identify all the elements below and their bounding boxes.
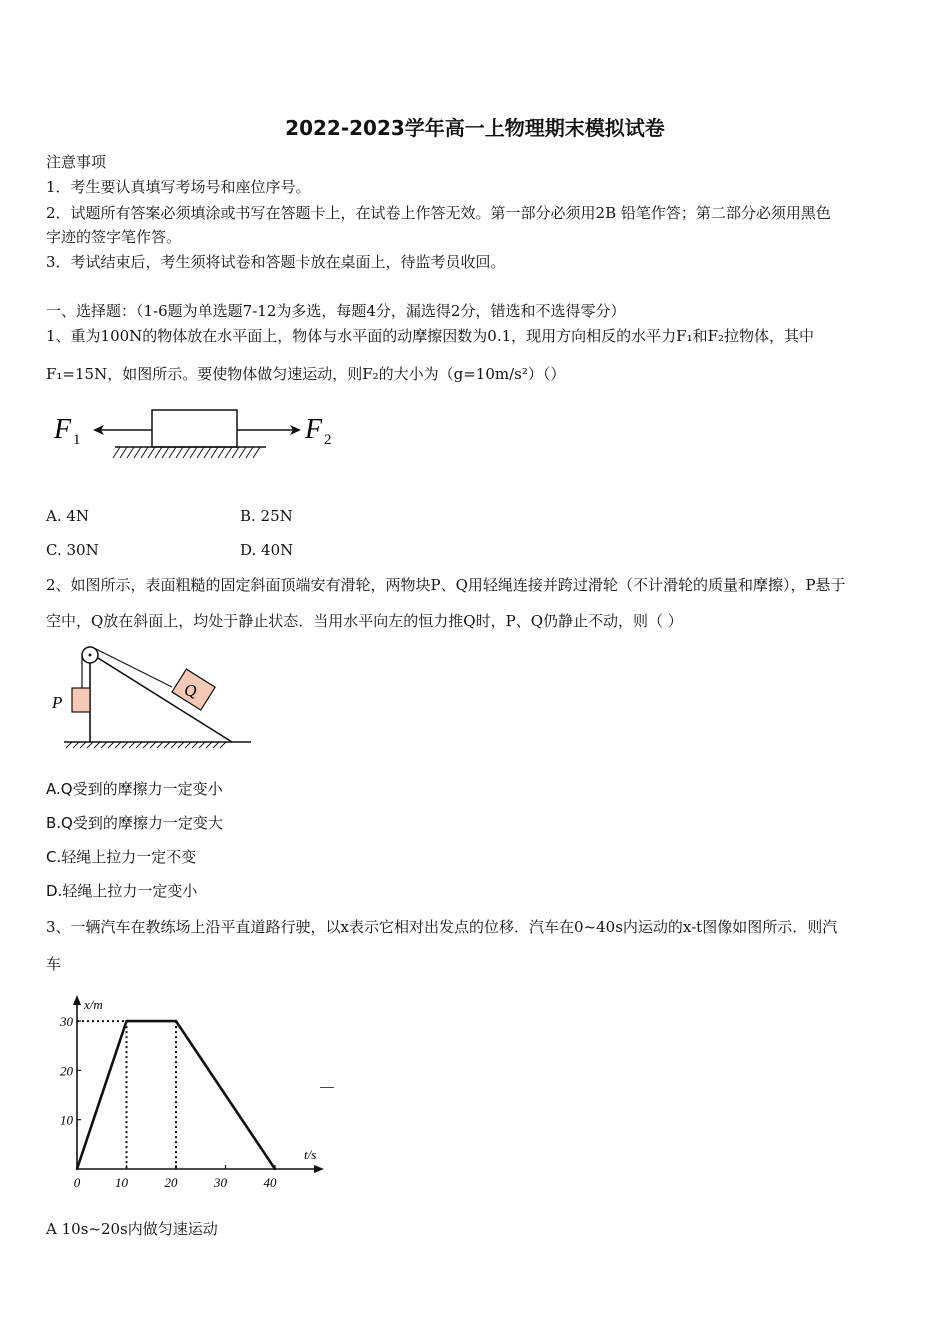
- data-point: [76, 1168, 78, 1170]
- x-tick-label: 30: [214, 1175, 227, 1190]
- notice-item: 2．试题所有答案必须填涂或书写在答题卡上，在试卷上作答无效。第一部分必须用2B 铅笔作答；第二部分必须用黑色: [46, 204, 831, 222]
- q3-stem-line1: 3、一辆汽车在教练场上沿平直道路行驶，以x表示它相对出发点的位移．汽车在0~40s内运动的x-t图像如图所示．则汽: [46, 918, 838, 936]
- data-point: [175, 1020, 177, 1022]
- stray-dash: [320, 1087, 334, 1088]
- y-tick-label: 10: [60, 1112, 73, 1128]
- data-point: [125, 1020, 127, 1022]
- block-q: [172, 669, 215, 710]
- x-tick-label: 40: [263, 1175, 277, 1190]
- rope-incline: [94, 648, 172, 687]
- notice-heading: 注意事项: [46, 153, 107, 171]
- q2-stem-line2: 空中，Q放在斜面上，均处于静止状态．当用水平向左的恒力推Q时，P、Q仍静止不动，则（ ）: [46, 612, 683, 630]
- f1-label: F: [54, 414, 72, 445]
- x-tick-label: 10: [115, 1175, 128, 1190]
- q2-stem-line1: 2、如图所示，表面粗糙的固定斜面顶端安有滑轮，两物块P、Q用轻绳连接并跨过滑轮（不计滑轮的质量和摩擦），P悬于: [46, 576, 846, 594]
- q3-option-a: A 10s~20s内做匀速运动: [46, 1220, 218, 1238]
- block-p: [72, 688, 90, 712]
- q2-option-b: B.Q受到的摩擦力一定变大: [46, 814, 223, 832]
- q2-option-d: D.轻绳上拉力一定变小: [46, 882, 198, 900]
- q1-option-d: D. 40N: [240, 541, 294, 559]
- block: [152, 410, 237, 447]
- svg-text:Q: Q: [184, 681, 197, 701]
- p-label: P: [52, 693, 63, 712]
- y-axis-arrow: [73, 995, 81, 1005]
- x-axis-label: t/s: [304, 1147, 317, 1162]
- f2-label: F: [305, 414, 323, 445]
- q1-stem-line2: F₁=15N，如图所示。要使物体做匀速运动，则F₂的大小为（g=10m/s²）（）: [46, 365, 566, 383]
- q1-option-c: C. 30N: [46, 541, 99, 559]
- notice-item: 3．考试结束后，考生须将试卷和答题卡放在桌面上，待监考员收回。: [46, 253, 506, 271]
- y-tick-label: 30: [60, 1014, 73, 1030]
- q3-stem-line2: 车: [46, 955, 62, 973]
- q2-option-a: A.Q受到的摩擦力一定变小: [46, 780, 223, 798]
- q1-option-b: B. 25N: [240, 507, 293, 525]
- q2-incline-diagram: [46, 640, 256, 750]
- q1-stem-line1: 1、重为100N的物体放在水平面上，物体与水平面的动摩擦因数为0.1，现用方向相反的水平力F₁和F₂拉物体，其中: [46, 327, 815, 345]
- data-point: [274, 1168, 276, 1170]
- q1-option-a: A. 4N: [46, 507, 90, 525]
- x-tick-label: 20: [164, 1175, 178, 1190]
- x-axis-arrow: [314, 1165, 324, 1173]
- f2-subscript: 2: [324, 432, 332, 448]
- notice-item: 1．考生要认真填写考场号和座位序号。: [46, 178, 311, 196]
- incline-surface: [90, 653, 232, 742]
- y-axis-label: x/m: [84, 997, 103, 1012]
- section-heading: 一、选择题：（1-6题为单选题7-12为多选，每题4分，漏选得2分，错选和不选得零分）: [46, 302, 626, 320]
- notice-item: 字迹的签字笔作答。: [46, 228, 182, 246]
- y-tick-label: 20: [60, 1063, 73, 1079]
- q1-force-diagram: [40, 398, 360, 470]
- page-title: 2022-2023学年高一上物理期末模拟试卷: [285, 116, 665, 140]
- ground-hatching: [66, 742, 226, 748]
- x-tick-label: 0: [73, 1175, 81, 1190]
- f1-subscript: 1: [73, 432, 81, 448]
- ground-hatching: [113, 447, 260, 458]
- q2-option-c: C.轻绳上拉力一定不变: [46, 848, 197, 866]
- x-t-chart: [40, 995, 340, 1195]
